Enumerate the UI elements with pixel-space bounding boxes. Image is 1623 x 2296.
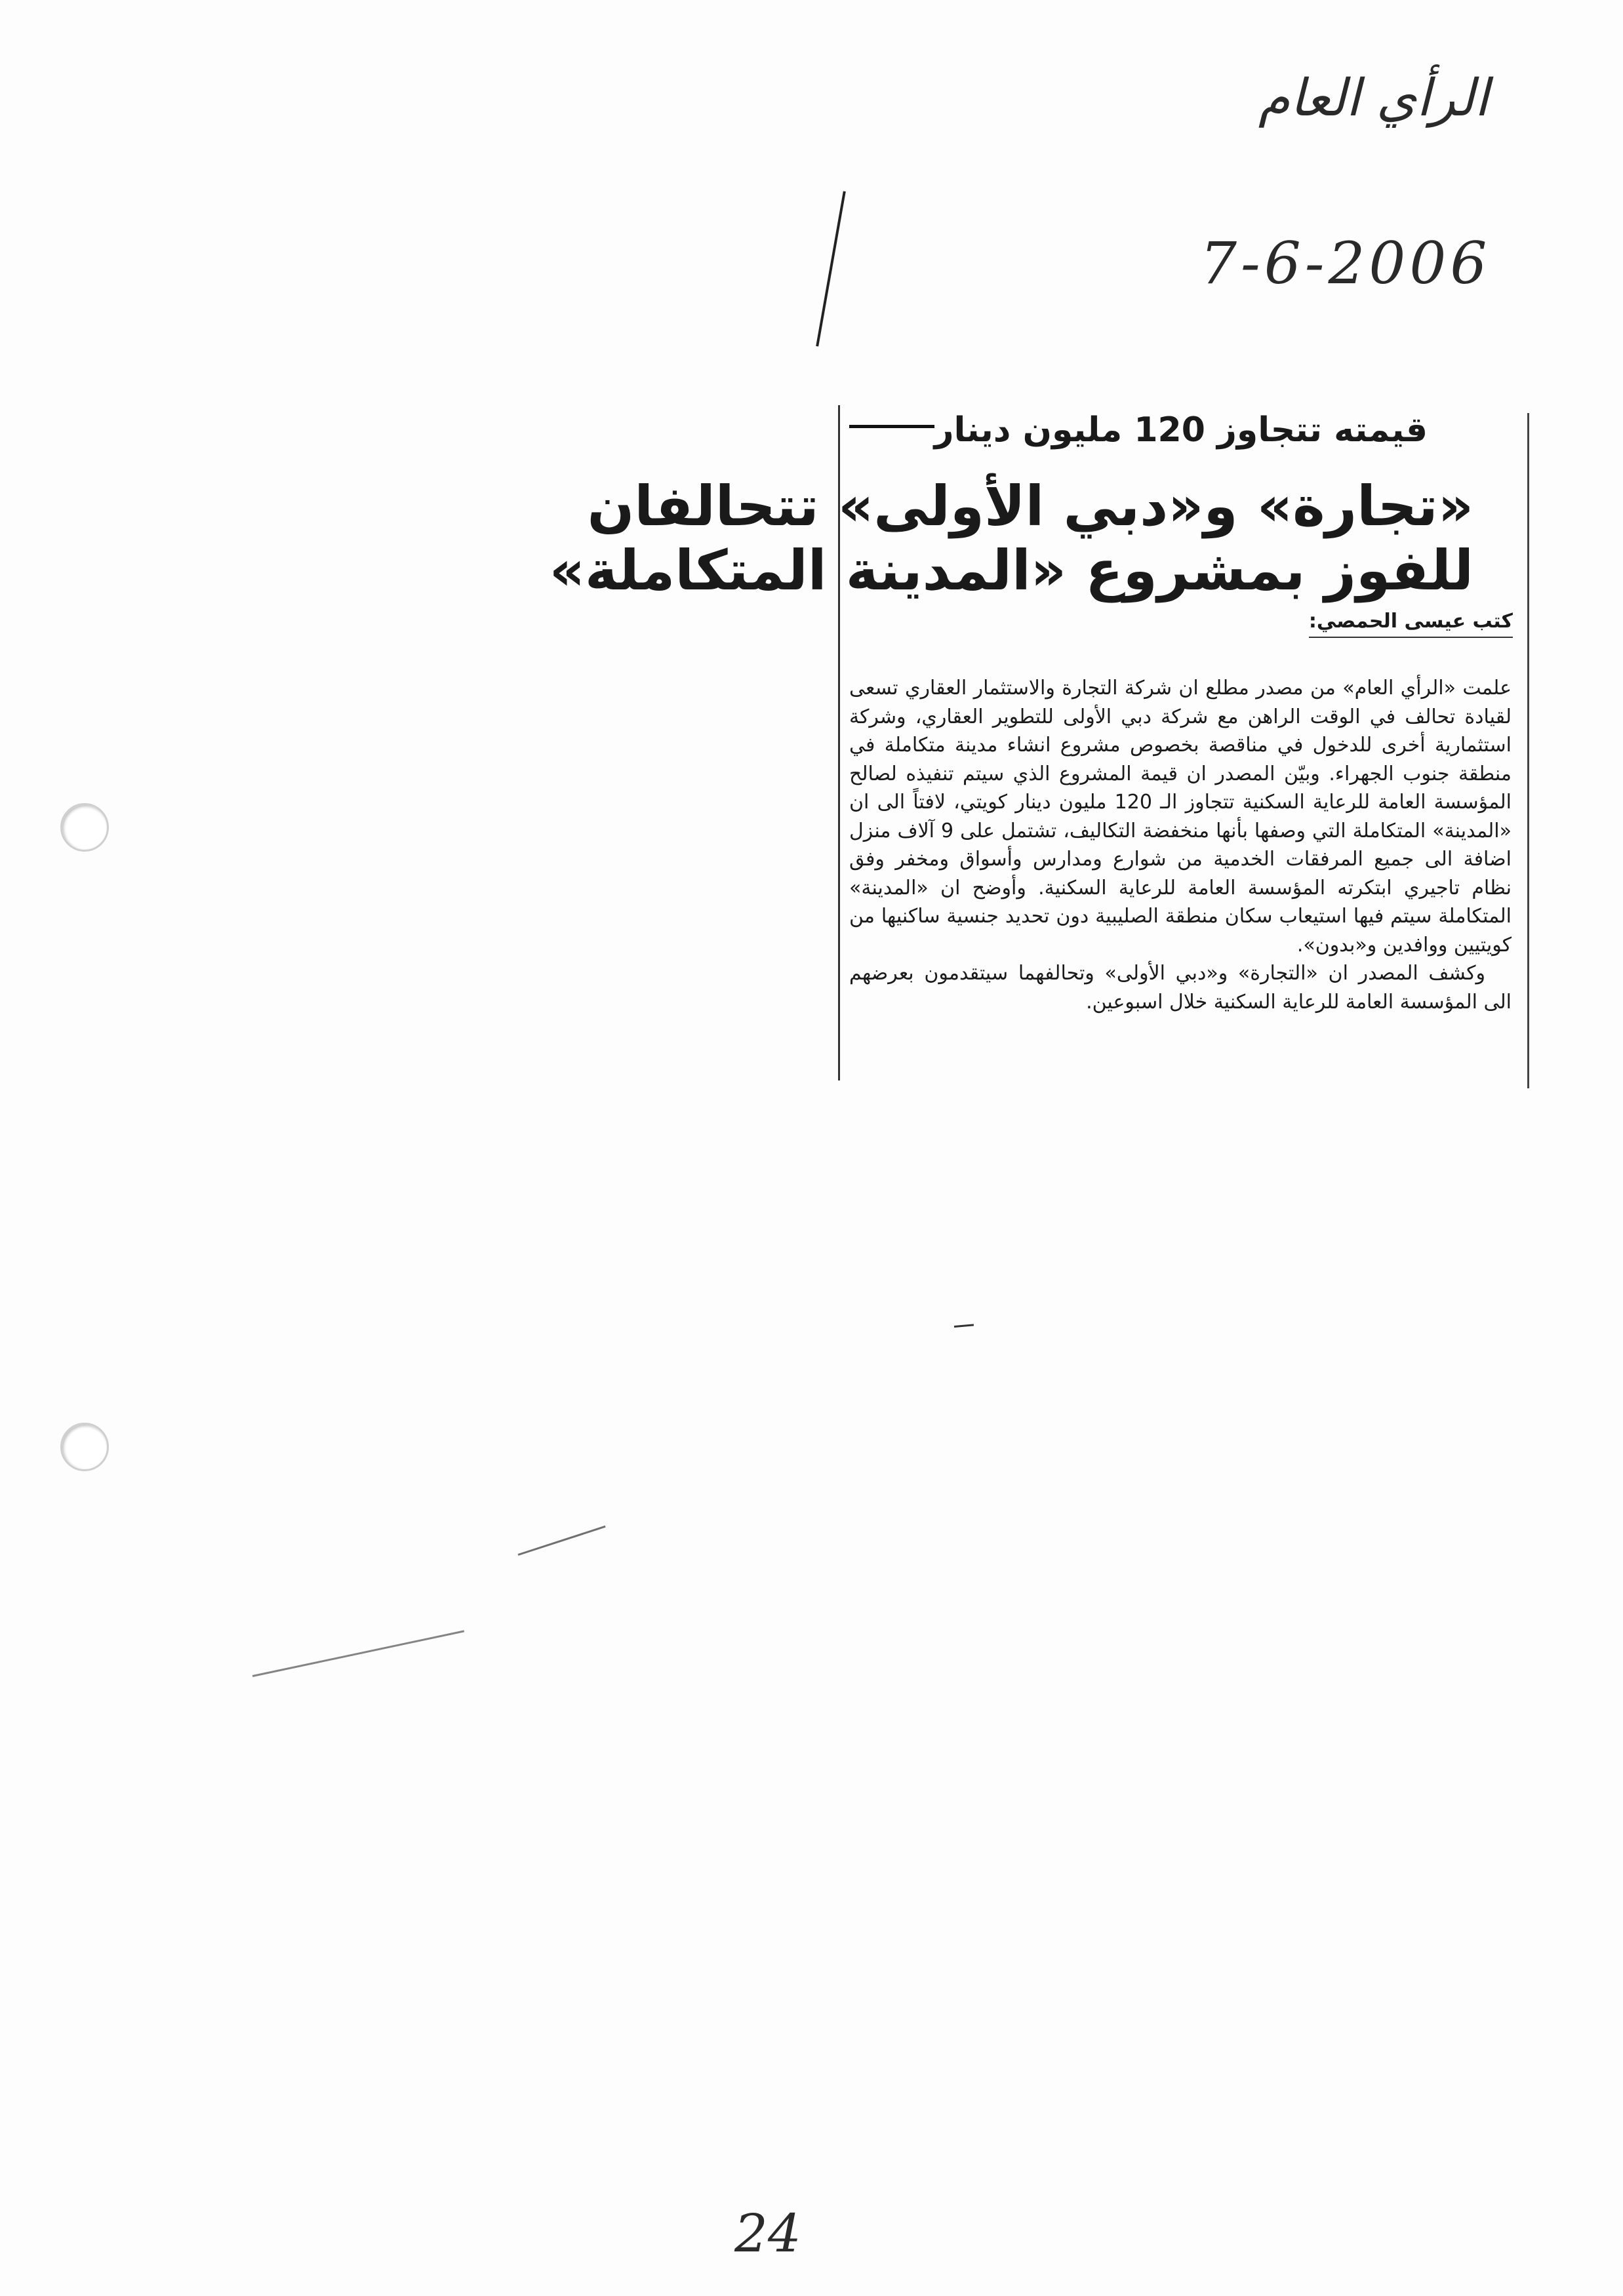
newspaper-clipping	[549, 405, 1526, 1080]
clipping-edge	[1527, 413, 1529, 1088]
scan-mark	[954, 1324, 974, 1328]
scan-mark	[252, 1630, 464, 1677]
article-paragraph: علمت «الرأي العام» من مصدر مطلع ان شركة التجارة والاستثمار العقاري تسعى لقيادة تحالف في الوقت الراهن مع شركة دبي الأولى للتطوير العقاري، وشركة استثمارية أخرى للدخول في مناقصة بخصوص مشروع انشاء مدينة متكاملة في منطقة جنوب الجهراء. وبيّن المصدر ان قيمة المشروع الذي سيتم تنفيذه لصالح المؤسسة العامة للرعاية السكنية تتجاوز الـ 120 مليون دينار كويتي، لافتاً الى ان «المدينة» المتكاملة التي وصفها بأنها منخفضة التكاليف، تشتمل على 9 آلاف منزل اضافة الى جميع المرفقات الخدمية من شوارع ومدارس وأسواق ومخفر وفق نظام تاجيري ابتكرته المؤسسة العامة للرعاية السكنية. وأوضح ان «المدينة» المتكاملة سيتم فيها استيعاب سكان منطقة الصليبية دون تحديد جنسية ساكنيها من كويتيين ووافدين و«بدون».	[849, 677, 1512, 957]
handwritten-page-number: 24	[734, 2203, 801, 2264]
handwritten-date: 7-6-2006	[1200, 229, 1491, 297]
headline-line-2: للفوز بمشروع «المدينة المتكاملة»	[549, 538, 1473, 603]
handwritten-newspaper-name: الرأي العام	[1258, 69, 1489, 128]
article-paragraph: وكشف المصدر ان «التجارة» و«دبي الأولى» وتحالفهما سيتقدمون بعرضهم الى المؤسسة العامة للرعاية السكنية خلال اسبوعين.	[849, 962, 1512, 1014]
punch-hole-top	[60, 803, 109, 852]
pen-stroke	[816, 191, 846, 346]
headline-line-1: «تجارة» و«دبي الأولى» تتحالفان	[587, 474, 1473, 538]
article-headline	[549, 474, 1473, 603]
article-byline: كتب عيسى الحمصي:	[1309, 610, 1513, 638]
scan-mark	[518, 1526, 606, 1556]
article-kicker: قيمته تتجاوز 120 مليون دينار	[934, 410, 1428, 450]
article-body	[849, 674, 1512, 1016]
punch-hole-bottom	[60, 1423, 109, 1471]
kicker-rule	[849, 425, 934, 428]
